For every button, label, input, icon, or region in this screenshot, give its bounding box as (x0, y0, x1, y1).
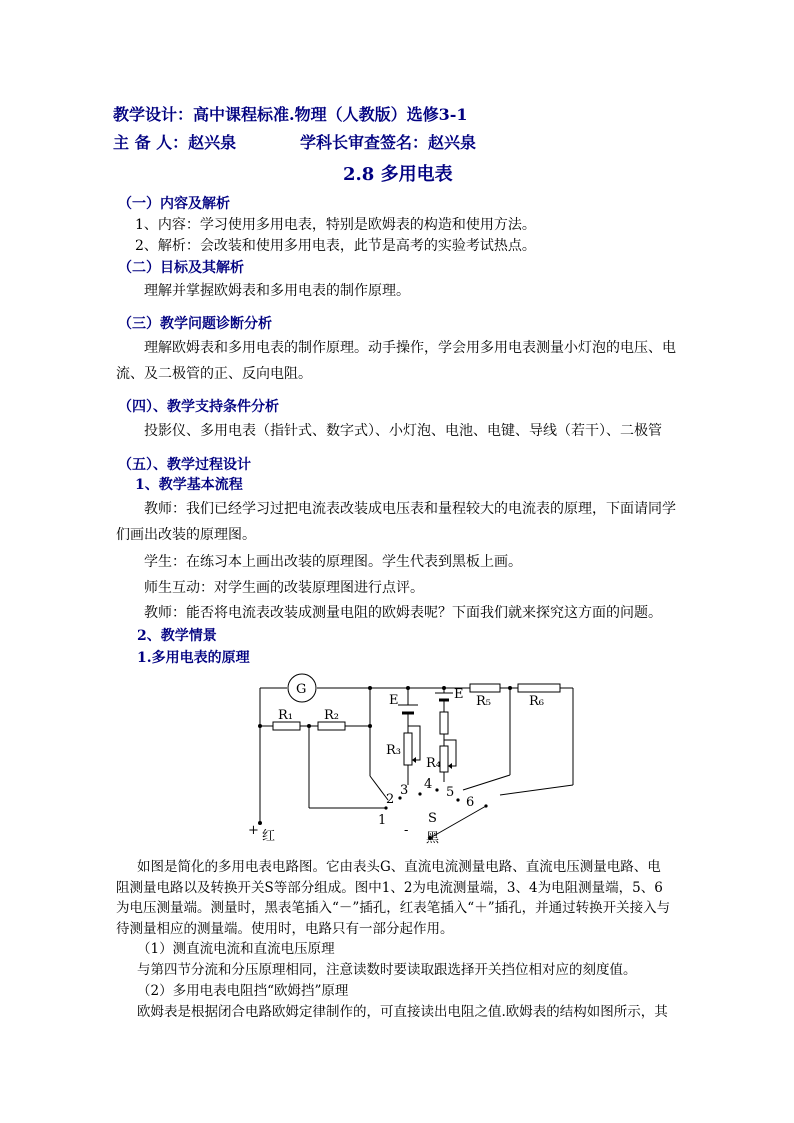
r4-label: R₄ (426, 756, 441, 771)
red-probe-label: 红 (262, 829, 276, 844)
terminal-6-label: 6 (466, 795, 475, 810)
header-line: 教学设计：高中课程标准.物理（人教版）选修3-1 (113, 105, 468, 124)
resistor-r1 (273, 722, 300, 730)
paragraph: 如图是简化的多用电表电路图。它由表头G、直流电流测量电路、直流电压测量电路、电 (137, 859, 661, 875)
subheading: 2、教学情景 (137, 628, 217, 644)
section-heading-4: （四）、教学支持条件分析 (118, 399, 279, 415)
meter-label: G (296, 682, 307, 697)
paragraph: 1、内容：学习使用多用电表，特别是欧姆表的构造和使用方法。 (135, 217, 536, 233)
paragraph: 投影仪、多用电表（指针式、数字式）、小灯泡、电池、电键、导线（若干）、二极管 (144, 423, 662, 439)
plus-sign: + (248, 823, 259, 838)
terminal-2-label: 2 (386, 792, 395, 807)
r6-label: R₆ (529, 694, 544, 709)
section-heading-3: （三）教学问题诊断分析 (118, 316, 272, 332)
paragraph: 们画出改装的原理图。 (116, 527, 256, 543)
reviewer-label: 学科长审查签名：赵兴泉 (300, 133, 477, 152)
subheading: （1）测直流电流和直流电压原理 (137, 941, 335, 957)
paragraph: 为电压测量端。测量时，黑表笔插入“－”插孔，红表笔插入“＋”插孔，并通过转换开关接入与 (116, 900, 671, 916)
paragraph: 流、及二极管的正、反向电阻。 (116, 366, 312, 382)
subheading: 1、教学基本流程 (135, 477, 243, 493)
resistor-r2 (318, 722, 345, 730)
r3-label: R₃ (386, 743, 401, 758)
section-heading-5: （五）、教学过程设计 (118, 457, 251, 473)
paragraph: 欧姆表是根据闭合电路欧姆定律制作的，可直接读出电阻之值.欧姆表的结构如图所示，其 (137, 1004, 668, 1020)
resistor-r4 (440, 746, 448, 772)
paragraph: 教师：能否将电流表改装成测量电阻的欧姆表呢？下面我们就来探究这方面的问题。 (144, 605, 662, 621)
paragraph: 2、解析：会改装和使用多用电表，此节是高考的实验考试热点。 (135, 238, 536, 254)
subheading: （2）多用电表电阻挡“欧姆挡”原理 (137, 983, 349, 999)
paragraph: 阻测量电路以及转换开关S等部分组成。图中1、2为电流测量端，3、4为电阻测量端，5、6 (116, 880, 663, 896)
paragraph: 学生：在练习本上画出改装的原理图。学生代表到黑板上画。 (144, 554, 522, 570)
paragraph: 师生互动：对学生画的改装原理图进行点评。 (144, 580, 424, 596)
paragraph: 理解并掌握欧姆表和多用电表的制作原理。 (144, 283, 410, 299)
terminal-1-label: 1 (378, 813, 387, 828)
section-heading-2: （二）目标及其解析 (118, 260, 244, 276)
resistor-r3 (404, 733, 412, 765)
switch-label: S (428, 811, 437, 826)
minus-sign: - (404, 823, 409, 838)
resistor-r4-fixed (440, 712, 448, 734)
section-heading-1: （一）内容及解析 (118, 196, 230, 212)
paragraph: 与第四节分流和分压原理相同，注意读数时要读取跟选择开关挡位相对应的刻度值。 (137, 962, 637, 978)
r1-label: R₁ (278, 708, 293, 723)
resistor-r5 (470, 684, 500, 692)
e2-label: E (454, 687, 464, 702)
paragraph: 待测量相应的测量端。使用时，电路只有一部分起作用。 (116, 921, 454, 937)
terminal-5-label: 5 (446, 785, 455, 800)
resistor-r6 (518, 684, 560, 692)
paragraph: 教师：我们已经学习过把电流表改装成电压表和量程较大的电流表的原理，下面请同学 (144, 501, 676, 517)
subheading: 1.多用电表的原理 (137, 650, 250, 666)
paragraph: 理解欧姆表和多用电表的制作原理。动手操作，学会用多用电表测量小灯泡的电压、电 (144, 340, 676, 356)
preparer-label: 主 备 人：赵兴泉 (113, 133, 237, 152)
terminal-4-label: 4 (424, 777, 433, 792)
r5-label: R₅ (476, 694, 491, 709)
r2-label: R₂ (324, 708, 339, 723)
black-probe-label: 黑 (426, 831, 440, 846)
terminal-3-label: 3 (400, 783, 409, 798)
e1-label: E (389, 693, 399, 708)
page-title: 2.8 多用电表 (343, 164, 453, 185)
